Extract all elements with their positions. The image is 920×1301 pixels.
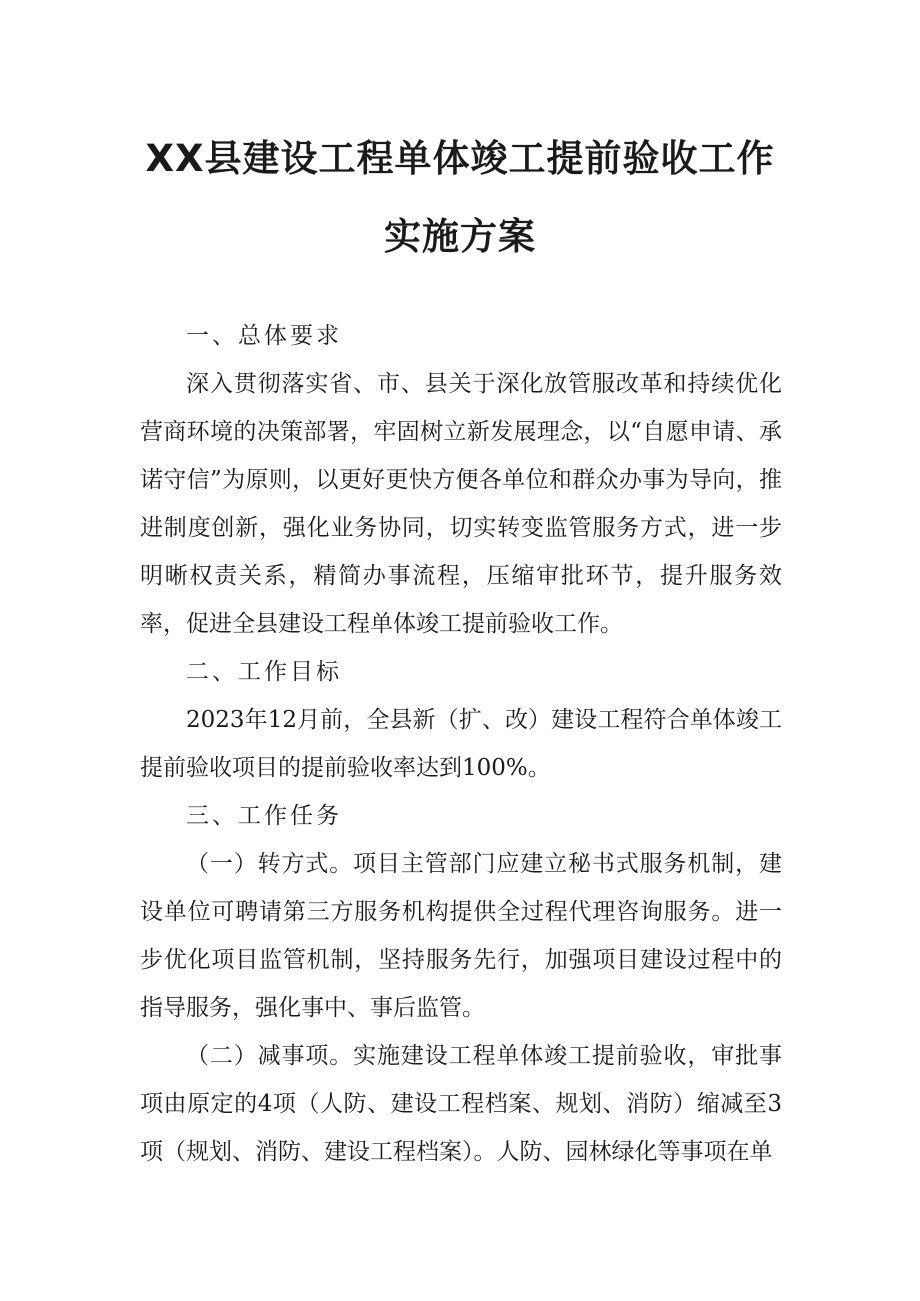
paragraph-task-reduce-items: （二）减事项。实施建设工程单体竣工提前验收，审批事项由原定的4项（人防、建设工程档案、规划、消防）缩减至3项（规划、消防、建设工程档案）。人防、园林绿化等事项在单: [140, 1043, 782, 1165]
paragraph-general-requirements: 深入贯彻落实省、市、县关于深化放管服改革和持续优化营商环境的决策部署，牢固树立新发展理念，以“自愿申请、承诺守信”为原则，以更好更快方便各单位和群众办事为导向，推进制度创新，强化业务协同，切实转变监管服务方式，进一步明晰权责关系，精简办事流程，压缩审批环节，提升服务效率，促进全县建设工程单体竣工提前验收工作。: [140, 371, 782, 637]
section-heading-general-requirements: 一、总体要求: [186, 323, 342, 349]
paragraph-task-change-methods: （一）转方式。项目主管部门应建立秘书式服务机制，建设单位可聘请第三方服务机构提供全过程代理咨询服务。进一步优化项目监管机制，坚持服务先行，加强项目建设过程中的指导服务，强化事中、事后监管。: [140, 851, 782, 1021]
document-title-line-1: XX县建设工程单体竣工提前验收工作: [145, 137, 775, 180]
document-body: [140, 312, 782, 1176]
paragraph-work-goals: 2023年12月前，全县新（扩、改）建设工程符合单体竣工提前验收项目的提前验收率达到100%。: [140, 707, 782, 781]
document-title-line-2: 实施方案: [384, 215, 536, 258]
section-heading-work-tasks: 三、工作任务: [186, 803, 342, 829]
section-heading-work-goals: 二、工作目标: [186, 659, 342, 685]
